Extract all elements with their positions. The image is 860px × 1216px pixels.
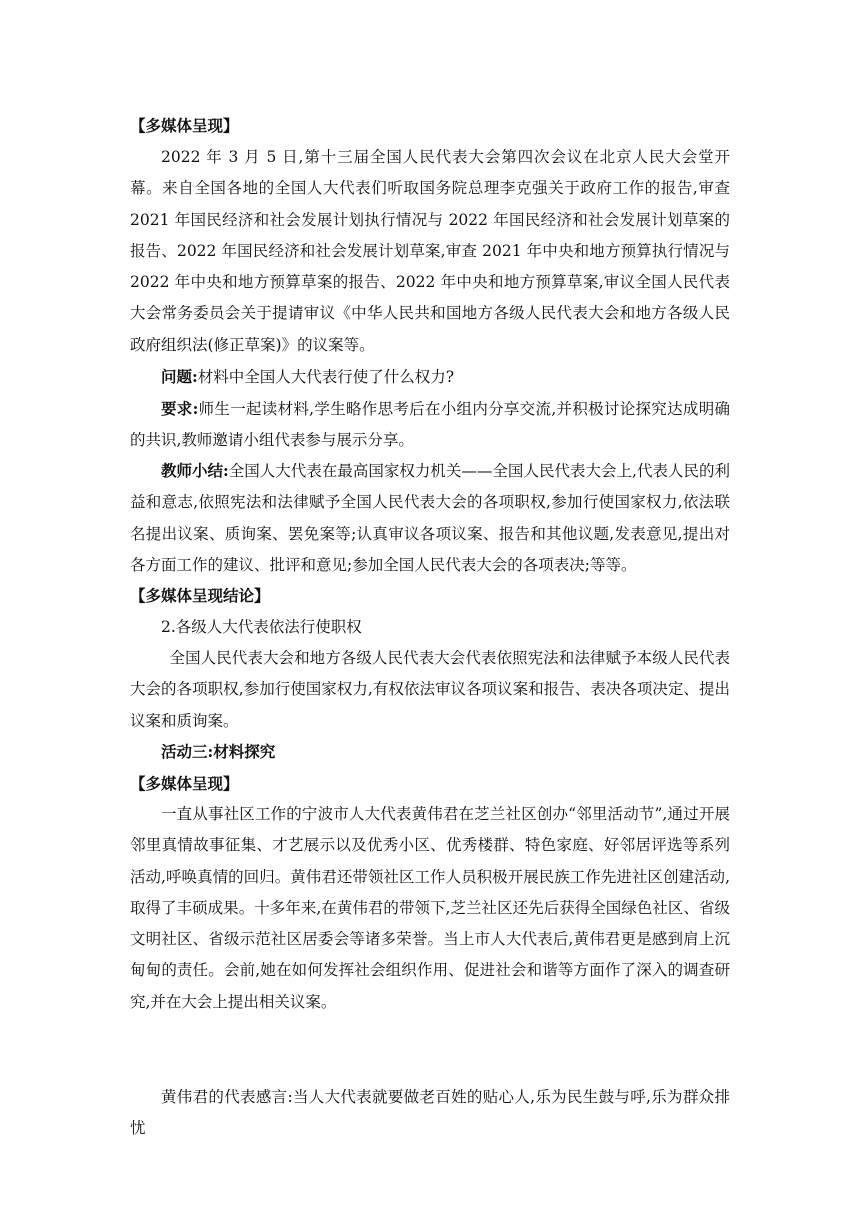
requirement-paragraph [130, 393, 730, 457]
question-label: 问题: [161, 367, 198, 386]
heading-multimedia-conclusion: 【多媒体呈现结论】 [130, 586, 270, 605]
section-title-deputies-duties: 2.各级人大代表依法行使职权 [161, 618, 362, 636]
paragraph-deputies-duties: 全国人民代表大会和地方各级人民代表大会代表依照宪法和法律赋予本级人民代表大会的各项职权,参加行使国家权力,有权依法审议各项议案和报告、表决各项决定、提出议案和质询案。 [130, 649, 730, 730]
requirement-text: 师生一起读材料,学生略作思考后在小组内分享交流,并积极讨论探究达成明确的共识,教师邀请小组代表参与展示分享。 [130, 400, 730, 450]
paragraph-huang-weijun: 一直从事社区工作的宁波市人大代表黄伟君在芝兰社区创办“邻里活动节”,通过开展邻里真情故事征集、才艺展示以及优秀小区、优秀楼群、特色家庭、好邻居评选等系列活动,呼唤真情的回归。黄伟君还带领社区工作人员积极开展民族工作先进社区创建活动,取得了丰硕成果。十多年来,在黄伟君的带领下,芝兰社区还先后获得全国绿色社区、省级文明社区、省级示范社区居委会等诸多荣誉。当上市人大代表后,黄伟君更是感到肩上沉甸甸的责任。会前,她在如何发挥社会组织作用、促进社会和谐等方面作了深入的调查研究,并在大会上提出相关议案。 [130, 805, 730, 1011]
heading-multimedia-1: 【多媒体呈现】 [130, 116, 239, 135]
requirement-label: 要求: [161, 399, 199, 418]
teacher-summary-paragraph [130, 455, 730, 581]
question-paragraph [130, 361, 730, 393]
teacher-summary-text: 全国人大代表在最高国家权力机关——全国人民代表大会上,代表人民的利益和意志,依照宪法和法律赋予全国人民代表大会的各项职权,参加行使国家权力,依法联名提出议案、质询案、罢免案等;认真审议各项议案、报告和其他议题,发表意见,提出对各方面工作的建议、批评和意见;参加全国人民代表大会的各项表决;等等。 [130, 462, 730, 574]
question-text: 材料中全国人大代表行使了什么权力? [197, 368, 455, 386]
teacher-summary-label: 教师小结: [161, 461, 229, 480]
paragraph-deputy-remarks: 黄伟君的代表感言:当人大代表就要做老百姓的贴心人,乐为民生鼓与呼,乐为群众排忧 [130, 1088, 730, 1138]
heading-multimedia-2: 【多媒体呈现】 [130, 774, 239, 793]
paragraph-npc-session: 2022 年 3 月 5 日,第十三届全国人民代表大会第四次会议在北京人民大会堂开幕。来自全国各地的全国人大代表们听取国务院总理李克强关于政府工作的报告,审查2021 年国民经济和社会发展计划执行情况与 2022 年国民经济和社会发展计划草案的报告、2022 年国民经济和社会发展计划草案,审查 2021 年中央和地方预算执行情况与 2022 年中央和地方预算草案的报告、2022 年中央和地方预算草案,审议全国人民代表大会常务委员会关于提请审议《中华人民共和国地方各级人民代表大会和地方各级人民政府组织法(修正草案)》的议案等。 [130, 148, 730, 354]
activity-three-title: 活动三:材料探究 [161, 742, 276, 761]
